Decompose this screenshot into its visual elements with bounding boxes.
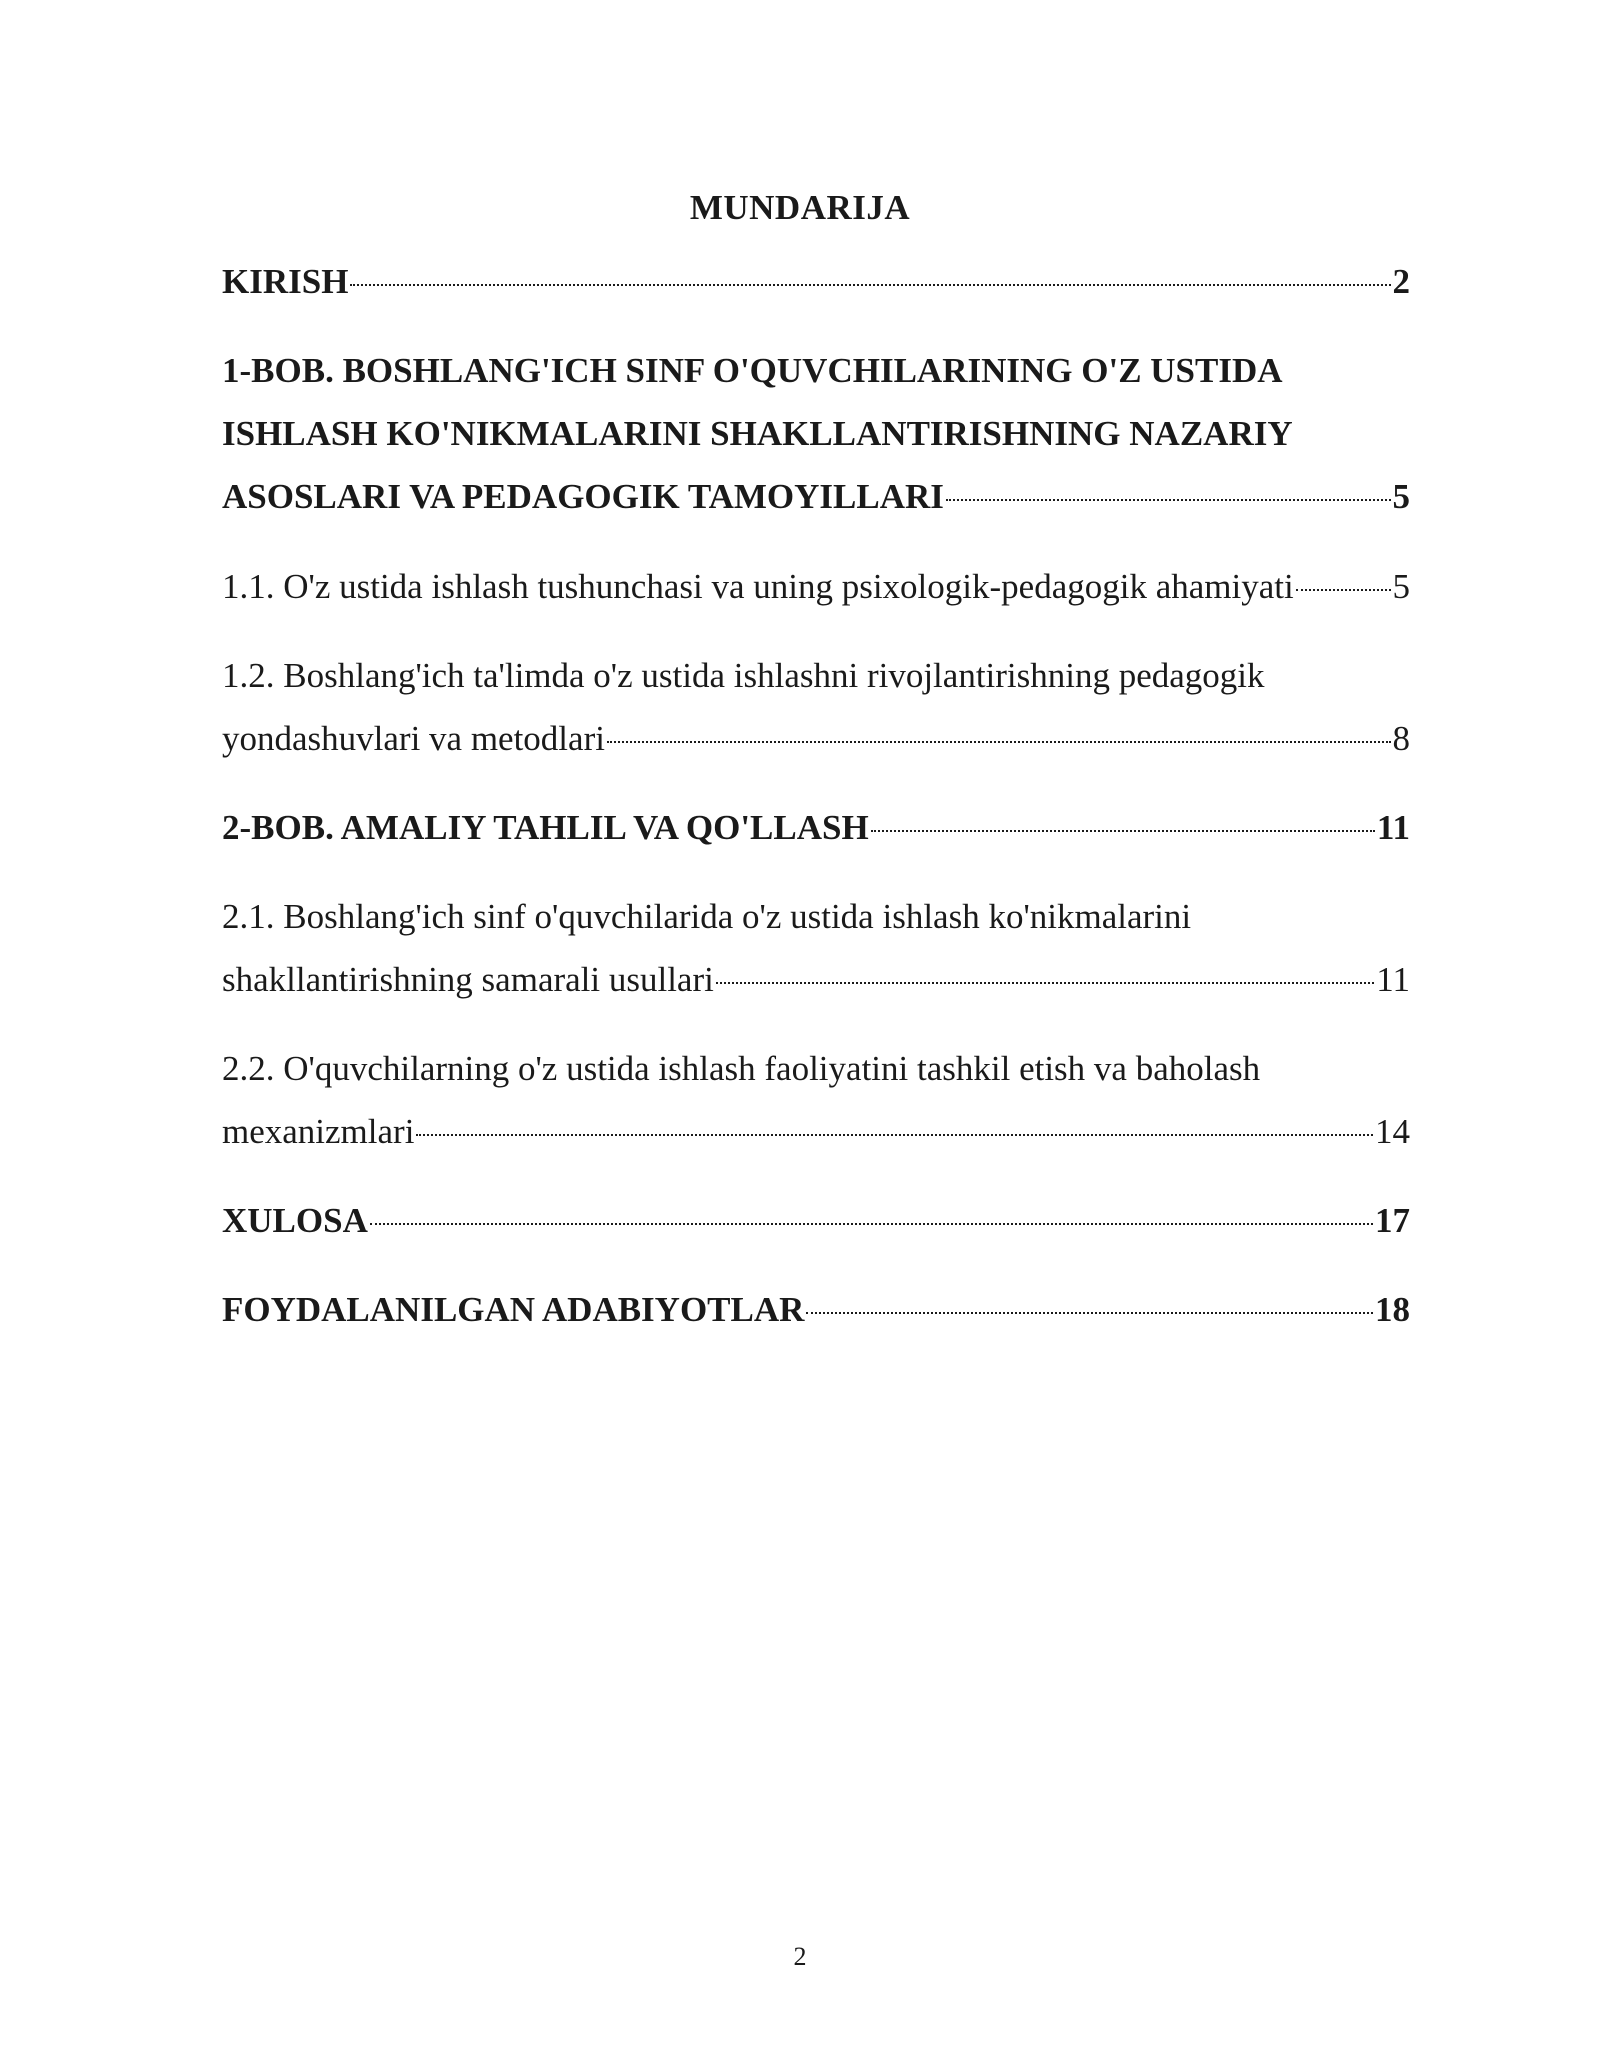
dot-leader [607,741,1391,743]
dot-leader [871,830,1375,832]
toc-entry-title: shakllantirishning samarali usullari [222,960,714,999]
toc-entry-title: KIRISH [222,262,349,301]
toc-entry-title-line: 2.1. Boshlang'ich sinf o'quvchilarida o'z ustida ishlash ko'nikmalarini [222,897,1192,936]
toc-entry-xulosa[interactable] [222,1189,1410,1252]
toc-entry-title: XULOSA [222,1201,368,1240]
toc-page-number: 2 [1392,262,1410,301]
toc-entry-section-2-1[interactable] [222,885,1410,1011]
page-number: 2 [793,1942,807,1971]
dot-leader [370,1223,1373,1225]
toc-entry-chapter-1[interactable] [222,339,1410,528]
toc-page-number: 11 [1376,808,1410,847]
dot-leader [716,982,1374,984]
toc-entry-title: ASOSLARI VA PEDAGOGIK TAMOYILLARI [222,477,944,516]
toc-entry-title: mexanizmlari [222,1112,415,1151]
toc-entry-section-2-2[interactable] [222,1037,1410,1163]
toc-page-number: 8 [1392,719,1410,758]
toc-entry-title-line: 1.2. Boshlang'ich ta'limda o'z ustida ishlashni rivojlantirishning pedagogik [222,656,1265,695]
toc-page-number: 14 [1375,1112,1410,1151]
toc-entry-title-line: 2.2. O'quvchilarning o'z ustida ishlash faoliyatini tashkil etish va baholash [222,1049,1261,1088]
dot-leader [1296,589,1391,591]
toc-entry-references[interactable] [222,1278,1410,1341]
dot-leader [416,1134,1373,1136]
dot-leader [350,284,1390,286]
toc-page-number: 18 [1375,1290,1410,1329]
toc-entry-section-1-1[interactable] [222,555,1410,618]
toc-page-number: 5 [1392,477,1410,516]
toc-entry-kirish[interactable] [222,250,1410,313]
toc-entry-title: yondashuvlari va metodlari [222,719,605,758]
toc-entry-title: 2-BOB. AMALIY TAHLIL VA QO'LLASH [222,808,869,847]
toc-entry-title-line: 1-BOB. BOSHLANG'ICH SINF O'QUVCHILARINING O'Z USTIDA [222,351,1283,390]
toc-page-number: 17 [1375,1201,1410,1240]
toc-entry-title: FOYDALANILGAN ADABIYOTLAR [222,1290,805,1329]
toc-entry-title-line: ISHLASH KO'NIKMALARINI SHAKLLANTIRISHNING NAZARIY [222,414,1293,453]
page-title: MUNDARIJA [689,188,911,227]
toc-page-number: 11 [1376,960,1410,999]
toc-page-number: 5 [1392,567,1410,606]
toc-entry-title: 1.1. O'z ustida ishlash tushunchasi va uning psixologik-pedagogik ahamiyati [222,567,1294,606]
toc-entry-chapter-2[interactable] [222,796,1410,859]
toc-entry-section-1-2[interactable] [222,644,1410,770]
dot-leader [806,1312,1373,1314]
dot-leader [946,499,1391,501]
